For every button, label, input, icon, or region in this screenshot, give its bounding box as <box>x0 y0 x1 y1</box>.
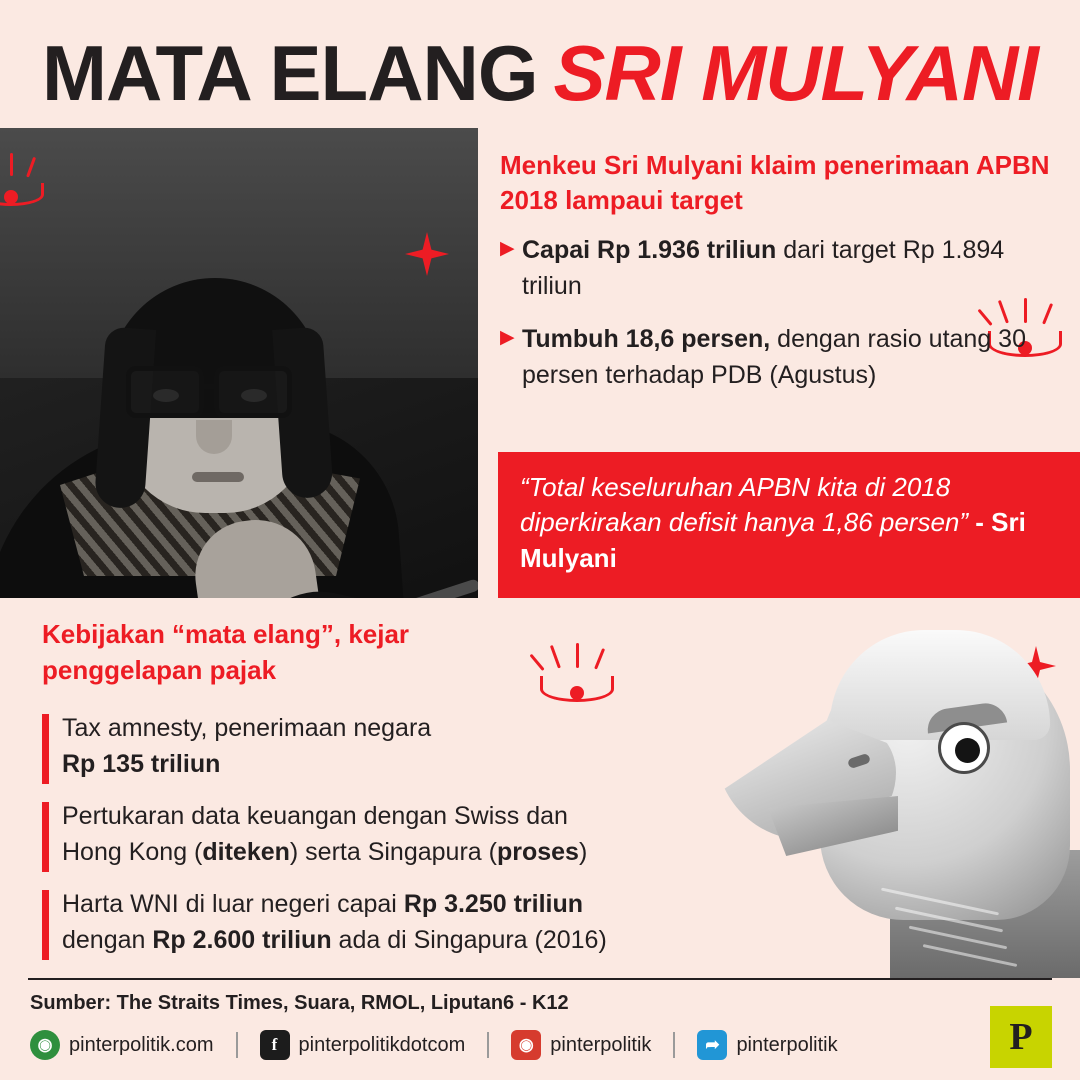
source-credit: Sumber: The Straits Times, Suara, RMOL, Liputan6 - K12 <box>30 992 569 1014</box>
item-3-line-2-post: ada di Singapura (2016) <box>331 926 607 954</box>
page-title <box>0 18 1080 128</box>
item-2-bold-2: proses <box>496 838 579 866</box>
bullet-item-1 <box>500 232 1070 305</box>
social-divider <box>236 1032 238 1058</box>
item-2-bold-1: diteken <box>202 838 290 866</box>
bullet-marker-icon: ▶ <box>500 238 515 259</box>
eye-decoration-left <box>0 160 44 206</box>
bullet-1-strong: Capai Rp 1.936 triliun <box>522 236 777 264</box>
social-twitter-label: pinterpolitik <box>736 1033 838 1056</box>
lower-section-heading: Kebijakan “mata elang”, kejar penggelapan pajak <box>42 619 410 686</box>
social-facebook[interactable] <box>260 1030 466 1060</box>
footer-divider <box>28 978 1052 980</box>
facebook-icon: f <box>260 1030 290 1060</box>
bullet-2-strong: Tumbuh 18,6 persen, <box>522 324 771 353</box>
pinterpolitik-logo: P <box>990 1006 1052 1068</box>
lead-paragraph: Menkeu Sri Mulyani klaim penerimaan APBN 2018 lampaui target <box>500 150 1050 216</box>
title-black-part: MATA ELANG <box>42 28 538 117</box>
item-3-line-2-bold: Rp 2.600 triliun <box>152 926 332 954</box>
item-accent-bar <box>42 714 49 784</box>
footer <box>0 978 1080 1080</box>
item-3-line-1-pre: Harta WNI di luar negeri capai <box>62 890 404 918</box>
item-2-mid: ) serta Singapura ( <box>289 838 497 866</box>
item-2-post: ) <box>578 838 588 866</box>
bullet-item-2 <box>500 321 1070 394</box>
item-3-line-2-pre: dengan <box>62 926 153 954</box>
social-divider <box>487 1032 489 1058</box>
bullet-list <box>500 232 1070 409</box>
social-instagram-label: pinterpolitik <box>550 1033 652 1056</box>
quote-text: “Total keseluruhan APBN kita di 2018 diperkirakan defisit hanya 1,86 persen” <box>520 472 969 538</box>
social-instagram[interactable] <box>511 1030 651 1060</box>
list-item <box>42 798 742 876</box>
item-2-line-1: Pertukaran data keuangan dengan Swiss dan <box>62 802 568 830</box>
sri-mulyani-photo <box>0 128 478 598</box>
star-decoration-1 <box>405 232 449 276</box>
social-website-label: pinterpolitik.com <box>69 1033 214 1056</box>
social-links <box>30 1030 860 1060</box>
bullet-1-rest: dari target Rp 1.894 triliun <box>522 236 1005 301</box>
item-accent-bar <box>42 890 49 960</box>
list-item <box>42 886 742 964</box>
social-twitter[interactable] <box>697 1030 837 1060</box>
bullet-2-rest: dengan rasio utang 30 persen terhadap PDB (Agustus) <box>522 324 1026 389</box>
quote-attribution: - Sri Mulyani <box>520 507 1026 573</box>
social-divider <box>673 1032 675 1058</box>
quote-banner <box>498 452 1080 598</box>
twitter-icon: ➦ <box>697 1030 727 1060</box>
bullet-marker-icon: ▶ <box>500 326 515 348</box>
eye-decoration-lower <box>540 650 614 702</box>
item-1-line-2-strong: Rp 135 triliun <box>62 750 221 778</box>
title-red-part: SRI MULYANI <box>553 28 1038 117</box>
item-2-pre: Hong Kong ( <box>62 838 203 866</box>
item-1-line-1: Tax amnesty, penerimaan negara <box>62 714 432 742</box>
globe-icon: ◉ <box>30 1030 60 1060</box>
list-item <box>42 710 742 788</box>
social-website[interactable] <box>30 1030 214 1060</box>
instagram-icon: ◉ <box>511 1030 541 1060</box>
item-accent-bar <box>42 802 49 872</box>
social-facebook-label: pinterpolitikdotcom <box>298 1033 466 1056</box>
item-3-line-1-bold: Rp 3.250 triliun <box>403 890 584 918</box>
